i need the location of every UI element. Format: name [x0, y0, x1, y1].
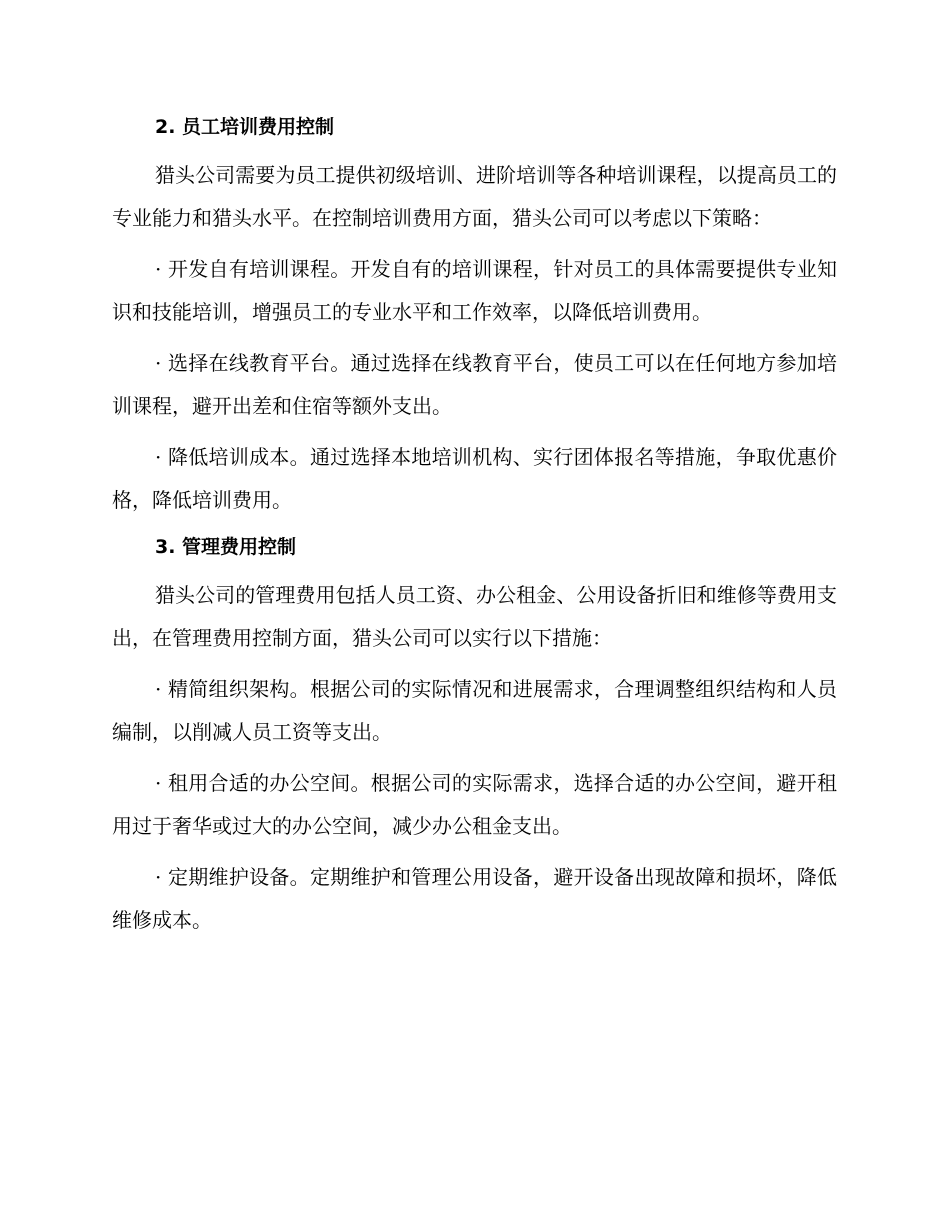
section-intro: 猎头公司需要为员工提供初级培训、进阶培训等各种培训课程，以提高员工的专业能力和猎头水平。在控制培训费用方面，猎头公司可以考虑以下策略： — [112, 163, 837, 230]
section-management-cost — [112, 530, 837, 942]
bullet-item: · 定期维护设备。定期维护和管理公用设备，避开设备出现故障和损坏，降低维修成本。 — [112, 865, 837, 932]
section-intro: 猎头公司的管理费用包括人员工资、办公租金、公用设备折旧和维修等费用支出，在管理费用控制方面，猎头公司可以实行以下措施： — [112, 583, 837, 650]
bullet-item: · 租用合适的办公空间。根据公司的实际需求，选择合适的办公空间，避开租用过于奢华或过大的办公空间，减少办公租金支出。 — [112, 771, 837, 838]
section-staff-training — [112, 110, 837, 522]
section-heading: 2. 员工培训费用控制 — [155, 116, 335, 138]
bullet-item: · 选择在线教育平台。通过选择在线教育平台，使员工可以在任何地方参加培训课程，避开出差和住宿等额外支出。 — [112, 351, 837, 418]
section-heading: 3. 管理费用控制 — [155, 536, 297, 558]
bullet-item: · 开发自有培训课程。开发自有的培训课程，针对员工的具体需要提供专业知识和技能培训，增强员工的专业水平和工作效率，以降低培训费用。 — [112, 257, 837, 324]
bullet-item: · 降低培训成本。通过选择本地培训机构、实行团体报名等措施，争取优惠价格，降低培训费用。 — [112, 445, 837, 512]
document-page — [112, 110, 837, 950]
bullet-item: · 精简组织架构。根据公司的实际情况和进展需求，合理调整组织结构和人员编制，以削减人员工资等支出。 — [112, 677, 837, 744]
